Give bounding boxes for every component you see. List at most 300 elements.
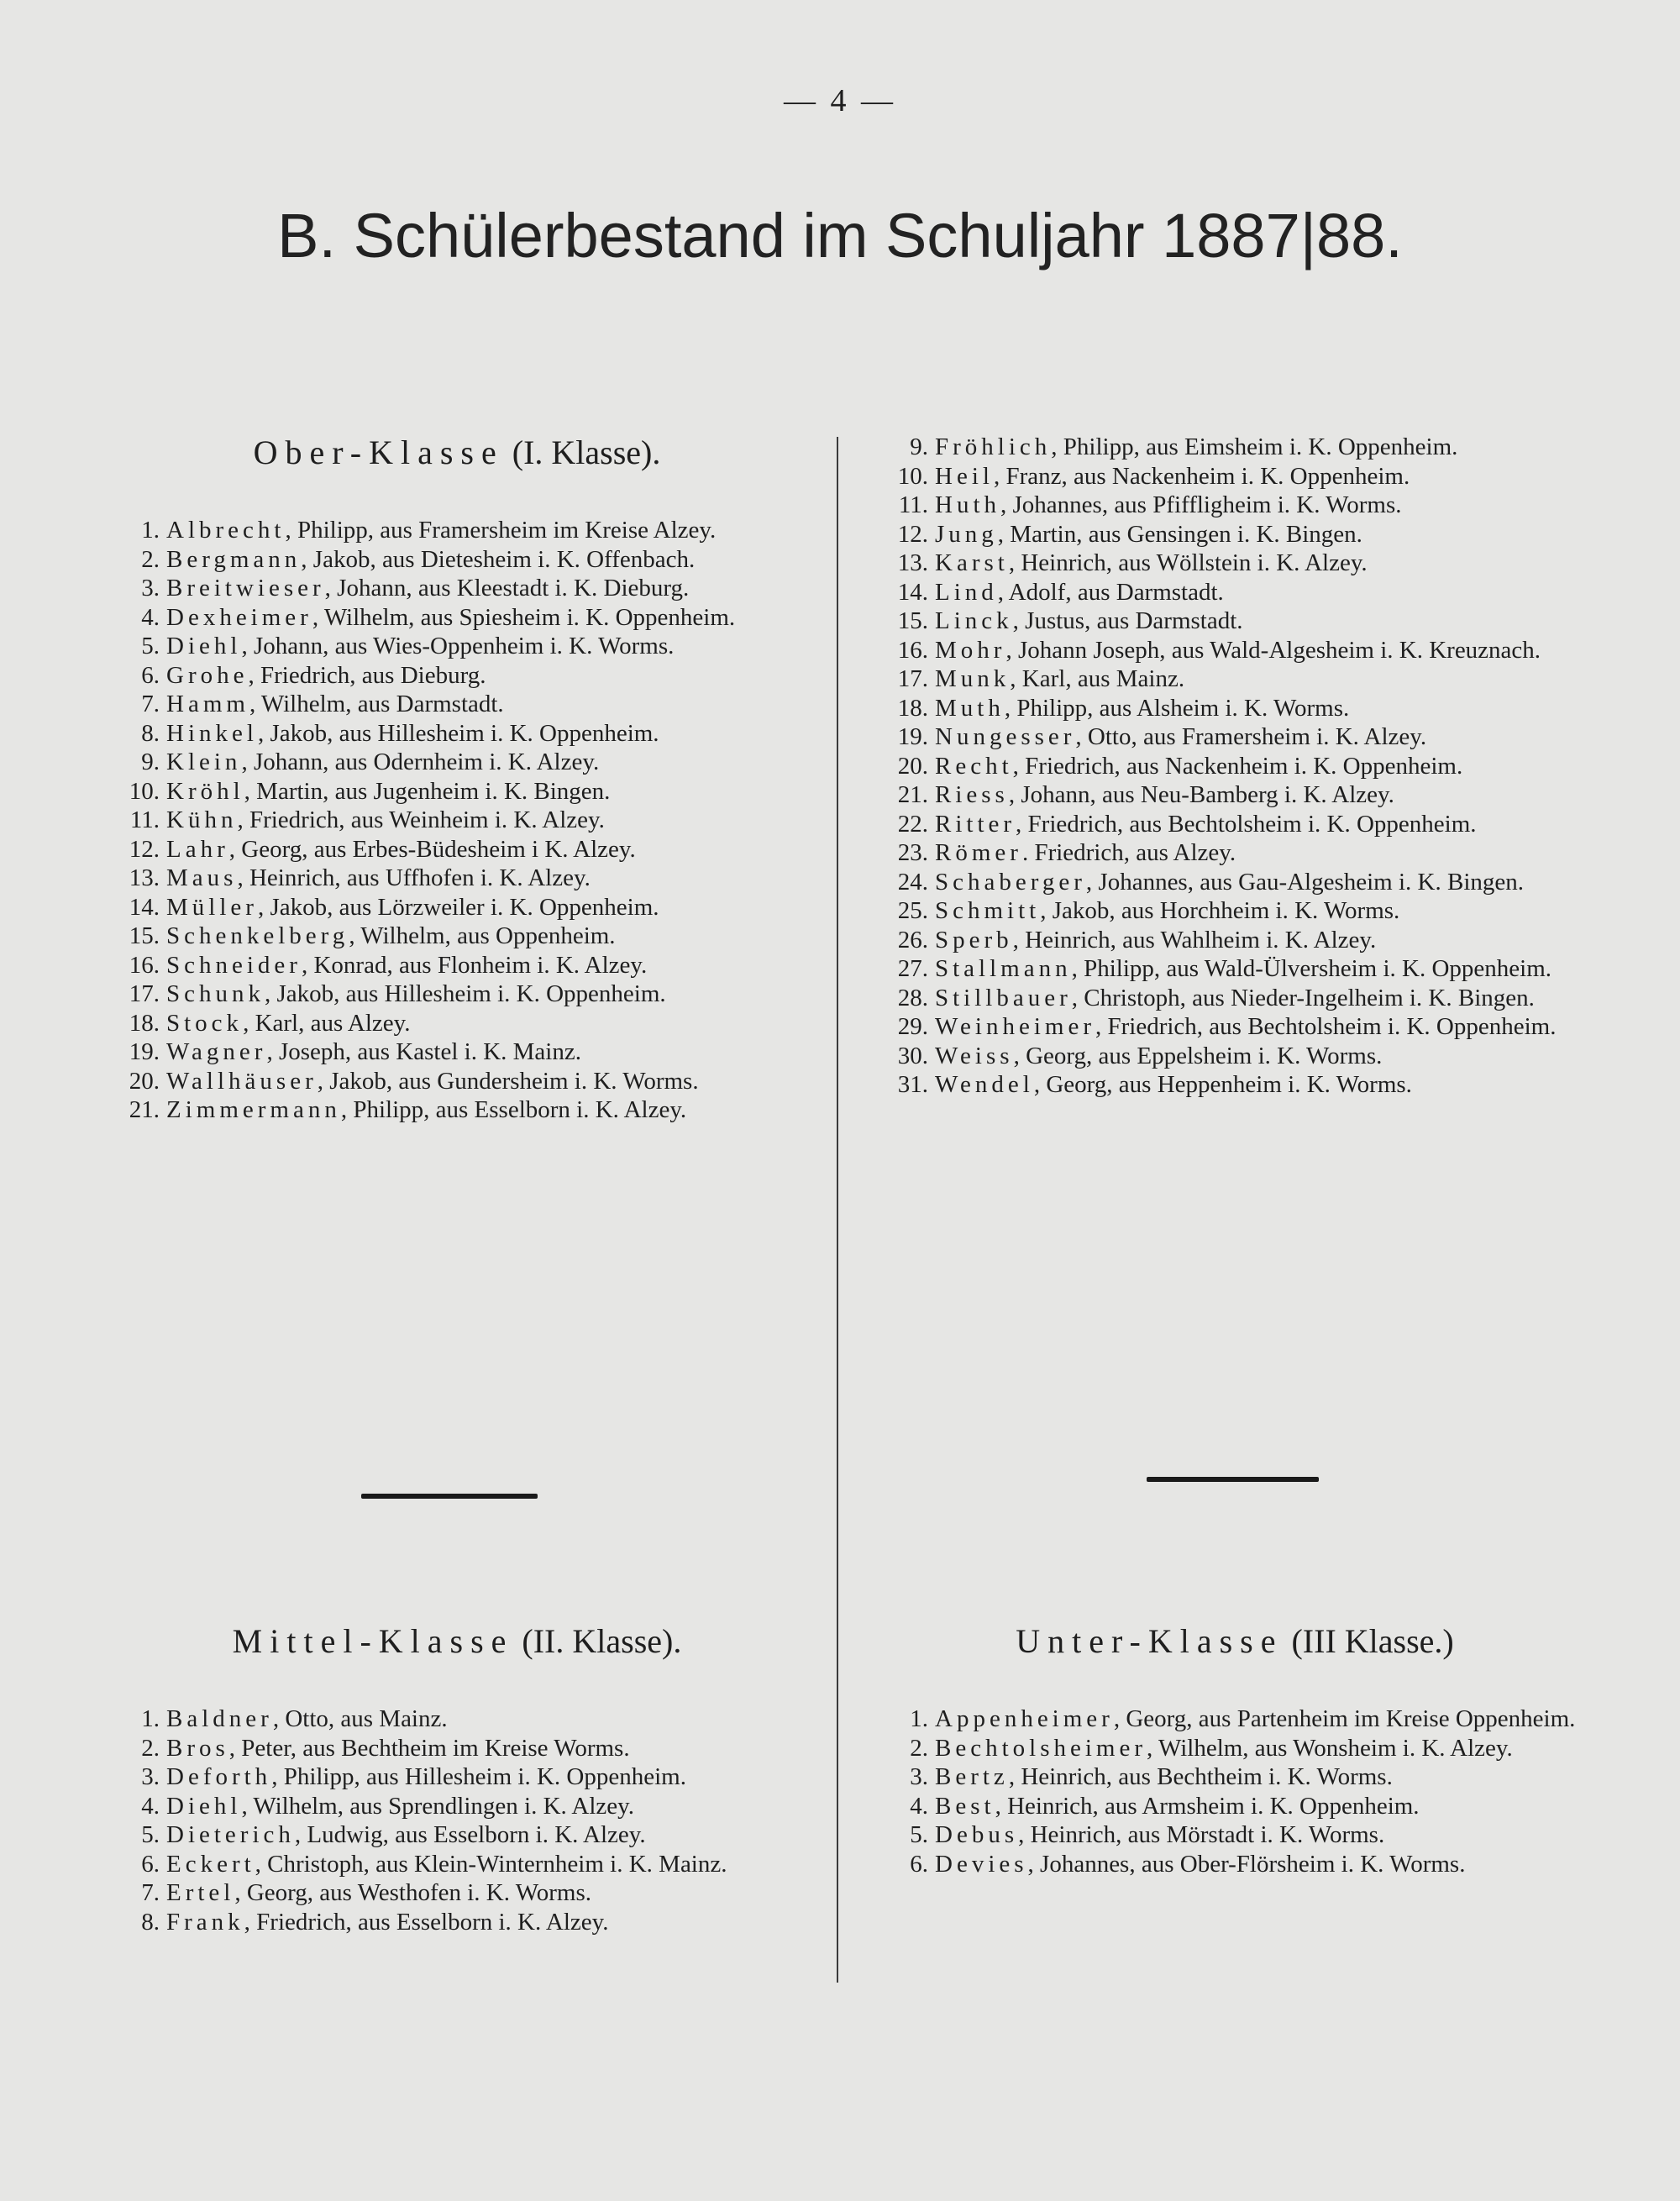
entry-number: 29.	[897, 1013, 928, 1040]
student-entry	[886, 433, 1583, 462]
student-entry	[886, 954, 1583, 984]
entry-number: 12.	[129, 835, 160, 863]
student-surname: Hinkel	[166, 719, 258, 747]
entry-text	[166, 777, 796, 806]
entry-text	[166, 1792, 796, 1821]
student-surname: Hamm	[166, 691, 249, 717]
entry-text	[935, 1705, 1583, 1734]
entry-number: 26.	[897, 926, 928, 953]
entry-number: 3.	[141, 1763, 160, 1790]
entry-text	[166, 1037, 796, 1067]
student-surname: Riess	[935, 781, 1009, 808]
student-details: , Justus, aus Darmstadt.	[1012, 607, 1243, 634]
student-entry	[118, 1095, 796, 1125]
mittel-klasse-section	[118, 1621, 796, 1936]
student-entry	[886, 926, 1583, 955]
entry-text	[935, 1762, 1583, 1792]
student-entry	[118, 777, 796, 806]
student-surname: Recht	[935, 752, 1013, 780]
student-details: , Karl, aus Alzey.	[243, 1009, 411, 1037]
entry-number: 10.	[897, 462, 928, 490]
entry-number: 4.	[910, 1792, 928, 1820]
student-details: , Jakob, aus Dietesheim i. K. Offenbach.	[301, 545, 696, 573]
student-surname: Weiss	[935, 1042, 1014, 1069]
entry-text	[166, 719, 796, 749]
student-entry	[118, 1878, 796, 1908]
student-entry	[118, 1705, 796, 1734]
student-details: , Georg, aus Heppenheim i. K. Worms.	[1033, 1071, 1412, 1098]
entry-text	[166, 1850, 796, 1879]
section-end-rule	[1147, 1477, 1319, 1482]
entry-text	[935, 1070, 1583, 1100]
student-surname: Wallhäuser	[166, 1067, 318, 1095]
student-surname: Stallmann	[935, 955, 1072, 982]
student-surname: Schenkelberg	[166, 922, 349, 949]
entry-text	[935, 868, 1583, 897]
entry-number: 6.	[141, 661, 160, 689]
student-entry	[118, 951, 796, 980]
entry-number: 11.	[129, 806, 160, 833]
student-surname: Wendel	[935, 1071, 1034, 1098]
entry-number: 2.	[141, 1734, 160, 1762]
student-surname: Devies	[935, 1850, 1028, 1878]
student-details: . Friedrich, aus Alzey.	[1021, 839, 1236, 866]
student-entry	[886, 1070, 1583, 1100]
student-details: , Christoph, aus Nieder-Ingelheim i. K. Bingen.	[1071, 984, 1535, 1011]
student-details: , Wilhelm, aus Spiesheim i. K. Oppenheim.	[312, 603, 736, 631]
student-entry	[118, 1037, 796, 1067]
entry-text	[935, 665, 1583, 694]
entry-text	[166, 632, 796, 661]
entry-text	[935, 520, 1583, 549]
student-entry	[886, 1042, 1583, 1071]
student-details: , Friedrich, aus Weinheim i. K. Alzey.	[237, 806, 605, 833]
student-surname: Fröhlich	[935, 433, 1052, 460]
entry-number: 23.	[897, 839, 928, 866]
entry-number: 9.	[910, 433, 928, 460]
entry-text	[166, 1908, 796, 1937]
entry-text	[935, 722, 1583, 752]
student-details: , Heinrich, aus Bechtheim i. K. Worms.	[1008, 1763, 1393, 1790]
entry-text	[935, 1850, 1583, 1879]
student-details: , Heinrich, aus Armsheim i. K. Oppenheim.	[995, 1792, 1420, 1820]
student-surname: Diehl	[166, 1792, 242, 1820]
student-details: , Christoph, aus Klein-Winternheim i. K. Mainz.	[255, 1850, 727, 1878]
entry-number: 19.	[897, 723, 928, 750]
student-surname: Weinheimer	[935, 1013, 1095, 1040]
entry-number: 24.	[897, 868, 928, 896]
entry-text	[166, 893, 796, 922]
student-details: , Martin, aus Jugenheim i. K. Bingen.	[244, 777, 611, 805]
student-surname: Maus	[166, 864, 238, 891]
entry-text	[935, 1012, 1583, 1042]
entry-number: 19.	[129, 1038, 160, 1065]
student-details: , Friedrich, aus Bechtolsheim i. K. Oppenheim.	[1095, 1013, 1557, 1040]
entry-text	[166, 864, 796, 893]
student-entry	[118, 1734, 796, 1763]
student-entry	[886, 578, 1583, 607]
student-entry	[886, 1734, 1583, 1763]
student-details: , Jakob, aus Lörzweiler i. K. Oppenheim.	[257, 893, 659, 921]
student-surname: Nungesser	[935, 723, 1076, 750]
entry-number: 16.	[897, 636, 928, 664]
student-details: , Martin, aus Gensingen i. K. Bingen.	[997, 520, 1362, 548]
student-details: , Philipp, aus Eimsheim i. K. Oppenheim.	[1051, 433, 1458, 460]
entry-number: 10.	[129, 777, 160, 805]
entry-text	[935, 926, 1583, 955]
student-details: , Johannes, aus Pfiffligheim i. K. Worms.	[1000, 491, 1402, 518]
page-title: B. Schülerbestand im Schuljahr 1887|88.	[277, 200, 1403, 271]
entry-text	[166, 545, 796, 575]
student-surname: Wagner	[166, 1038, 267, 1065]
entry-number: 15.	[897, 607, 928, 634]
student-surname: Lind	[935, 578, 998, 606]
student-details: , Jakob, aus Hillesheim i. K. Oppenheim.	[265, 980, 666, 1007]
entry-text	[166, 690, 796, 719]
entry-number: 30.	[897, 1042, 928, 1069]
student-surname: Dieterich	[166, 1821, 295, 1848]
entry-text	[166, 951, 796, 980]
student-details: , Otto, aus Framersheim i. K. Alzey.	[1075, 723, 1427, 750]
entry-number: 2.	[141, 545, 160, 573]
student-surname: Huth	[935, 491, 1000, 518]
entry-number: 5.	[141, 1821, 160, 1848]
entry-number: 2.	[910, 1734, 928, 1762]
student-entry	[118, 1067, 796, 1096]
student-surname: Frank	[166, 1908, 244, 1936]
student-details: , Wilhelm, aus Oppenheim.	[349, 922, 616, 949]
student-details: , Friedrich, aus Esselborn i. K. Alzey.	[244, 1908, 609, 1936]
student-details: , Philipp, aus Esselborn i. K. Alzey.	[340, 1096, 687, 1123]
entry-text	[935, 1820, 1583, 1850]
student-entry	[118, 922, 796, 951]
student-details: , Otto, aus Mainz.	[272, 1705, 448, 1732]
student-entry	[886, 984, 1583, 1013]
column-divider	[837, 437, 838, 1983]
student-entry	[886, 636, 1583, 665]
student-surname: Linck	[935, 607, 1013, 634]
entry-number: 31.	[897, 1071, 928, 1098]
student-details: , Johann, aus Kleestadt i. K. Dieburg.	[324, 575, 690, 601]
entry-text	[166, 1820, 796, 1850]
entry-text	[166, 1734, 796, 1763]
entry-number: 18.	[897, 694, 928, 722]
student-details: , Joseph, aus Kastel i. K. Mainz.	[266, 1038, 581, 1065]
student-surname: Schunk	[166, 980, 265, 1007]
entry-number: 3.	[141, 575, 160, 601]
entry-text	[935, 491, 1583, 520]
entry-number: 12.	[897, 520, 928, 548]
student-entry	[118, 1908, 796, 1937]
student-entry	[118, 516, 796, 545]
entry-text	[166, 1878, 796, 1908]
student-entry	[886, 722, 1583, 752]
student-details: , Adolf, aus Darmstadt.	[997, 578, 1224, 606]
entry-number: 1.	[141, 1705, 160, 1732]
entry-number: 13.	[897, 549, 928, 576]
student-details: , Philipp, aus Wald-Ülversheim i. K. Oppenheim.	[1071, 955, 1552, 982]
student-surname: Best	[935, 1792, 995, 1820]
student-surname: Schneider	[166, 951, 302, 979]
student-entry	[886, 896, 1583, 926]
entry-number: 14.	[129, 893, 160, 921]
student-details: , Georg, aus Partenheim im Kreise Oppenheim.	[1113, 1705, 1576, 1732]
student-surname: Kröhl	[166, 777, 244, 805]
student-entry	[118, 1792, 796, 1821]
section-heading: Ober-Klasse (I. Klasse).	[253, 433, 661, 471]
student-entry	[118, 864, 796, 893]
student-details: , Philipp, aus Alsheim i. K. Worms.	[1004, 694, 1350, 722]
student-entry	[886, 1850, 1583, 1879]
student-details: , Wilhelm, aus Darmstadt.	[249, 691, 504, 717]
entry-number: 14.	[897, 578, 928, 606]
student-details: , Johann, aus Wies-Oppenheim i. K. Worms.	[241, 633, 675, 659]
student-details: , Heinrich, aus Mörstadt i. K. Worms.	[1018, 1821, 1385, 1848]
student-surname: Breitwieser	[166, 575, 325, 601]
student-list	[118, 1705, 796, 1936]
student-details: , Johann, aus Odernheim i. K. Alzey.	[241, 749, 600, 775]
student-details: , Wilhelm, aus Wonsheim i. K. Alzey.	[1147, 1734, 1513, 1762]
entry-number: 11.	[898, 491, 928, 518]
student-details: , Wilhelm, aus Sprendlingen i. K. Alzey.	[241, 1792, 635, 1820]
student-entry	[886, 665, 1583, 694]
entry-text	[166, 1067, 796, 1096]
student-entry	[886, 780, 1583, 810]
student-details: , Georg, aus Westhofen i. K. Worms.	[234, 1879, 592, 1906]
section-heading: Unter-Klasse (III Klasse.)	[1016, 1622, 1454, 1660]
student-entry	[886, 1820, 1583, 1850]
entry-text	[166, 835, 796, 864]
student-entry	[118, 1820, 796, 1850]
student-details: , Karl, aus Mainz.	[1010, 665, 1185, 692]
student-surname: Mohr	[935, 636, 1006, 664]
student-entry	[118, 690, 796, 719]
student-details: , Friedrich, aus Bechtolsheim i. K. Oppenheim.	[1016, 810, 1477, 838]
student-details: , Heinrich, aus Wahlheim i. K. Alzey.	[1012, 926, 1377, 953]
student-surname: Muth	[935, 694, 1005, 722]
student-details: , Franz, aus Nackenheim i. K. Oppenheim.	[993, 462, 1410, 490]
student-entry	[886, 810, 1583, 839]
entry-number: 8.	[141, 1908, 160, 1936]
student-details: , Konrad, aus Flonheim i. K. Alzey.	[301, 951, 648, 979]
student-surname: Bergmann	[166, 545, 302, 573]
entry-text	[935, 1792, 1583, 1821]
student-surname: Sperb	[935, 926, 1013, 953]
student-entry	[886, 752, 1583, 781]
student-details: , Jakob, aus Hillesheim i. K. Oppenheim.	[257, 719, 659, 747]
student-entry	[886, 549, 1583, 578]
student-entry	[886, 838, 1583, 868]
unter-klasse-section	[886, 1621, 1583, 1878]
student-surname: Ritter	[935, 810, 1016, 838]
entry-number: 4.	[141, 1792, 160, 1820]
student-surname: Lahr	[166, 835, 229, 863]
student-surname: Deforth	[166, 1763, 272, 1790]
student-surname: Römer	[935, 839, 1022, 866]
student-details: , Jakob, aus Horchheim i. K. Worms.	[1040, 897, 1400, 924]
entry-number: 5.	[141, 633, 160, 659]
student-details: , Peter, aus Bechtheim im Kreise Worms.	[228, 1734, 630, 1762]
student-details: , Georg, aus Erbes-Büdesheim i K. Alzey.	[228, 835, 636, 863]
section-heading: Mittel-Klasse (II. Klasse).	[232, 1622, 682, 1660]
entry-text	[935, 810, 1583, 839]
student-surname: Dexheimer	[166, 603, 312, 631]
entry-number: 13.	[129, 864, 160, 891]
entry-text	[166, 922, 796, 951]
student-surname: Debus	[935, 1821, 1019, 1848]
student-details: , Friedrich, aus Dieburg.	[248, 661, 486, 689]
entry-text	[935, 578, 1583, 607]
entry-number: 16.	[129, 951, 160, 979]
entry-text	[935, 954, 1583, 984]
entry-text	[935, 1734, 1583, 1763]
ober-klasse-section	[118, 433, 796, 1125]
entry-number: 3.	[910, 1763, 928, 1790]
entry-number: 17.	[129, 980, 160, 1007]
student-entry	[118, 603, 796, 633]
student-details: , Georg, aus Eppelsheim i. K. Worms.	[1013, 1042, 1383, 1069]
student-details: , Heinrich, aus Uffhofen i. K. Alzey.	[237, 864, 591, 891]
student-entry	[118, 1762, 796, 1792]
student-surname: Stillbauer	[935, 984, 1072, 1011]
student-entry	[118, 980, 796, 1009]
student-entry	[118, 806, 796, 835]
entry-text	[166, 661, 796, 691]
entry-number: 21.	[897, 781, 928, 808]
entry-text	[935, 433, 1583, 462]
entry-number: 20.	[129, 1067, 160, 1095]
entry-text	[935, 1042, 1583, 1071]
entry-number: 28.	[897, 984, 928, 1011]
student-surname: Klein	[166, 749, 242, 775]
student-surname: Diehl	[166, 633, 242, 659]
entry-number: 7.	[141, 691, 160, 717]
entry-text	[166, 574, 796, 603]
entry-number: 1.	[910, 1705, 928, 1732]
student-details: , Johann Joseph, aus Wald-Algesheim i. K. Kreuznach.	[1005, 636, 1541, 664]
entry-number: 20.	[897, 752, 928, 780]
student-entry	[886, 607, 1583, 636]
entry-text	[166, 1095, 796, 1125]
entry-number: 27.	[897, 955, 928, 982]
student-surname: Karst	[935, 549, 1009, 576]
entry-text	[935, 780, 1583, 810]
student-entry	[886, 1705, 1583, 1734]
student-details: , Jakob, aus Gundersheim i. K. Worms.	[317, 1067, 699, 1095]
student-surname: Zimmermann	[166, 1096, 341, 1123]
entry-text	[166, 1009, 796, 1038]
entry-number: 5.	[910, 1821, 928, 1848]
student-entry	[118, 661, 796, 691]
student-entry	[118, 1009, 796, 1038]
student-entry	[118, 1850, 796, 1879]
entry-number: 15.	[129, 922, 160, 949]
student-entry	[118, 545, 796, 575]
student-surname: Munk	[935, 665, 1011, 692]
page-number: — 4 —	[784, 83, 896, 118]
entry-text	[935, 549, 1583, 578]
student-surname: Appenheimer	[935, 1705, 1114, 1732]
student-surname: Grohe	[166, 661, 249, 689]
student-entry	[886, 868, 1583, 897]
entry-number: 25.	[897, 897, 928, 924]
student-surname: Schmitt	[935, 897, 1041, 924]
ober-klasse-continuation	[886, 433, 1583, 1100]
entry-number: 21.	[129, 1096, 160, 1123]
entry-text	[935, 838, 1583, 868]
student-details: , Johannes, aus Ober-Flörsheim i. K. Worms.	[1027, 1850, 1466, 1878]
entry-text	[166, 516, 796, 545]
student-surname: Heil	[935, 462, 994, 490]
student-details: , Philipp, aus Framersheim im Kreise Alzey.	[285, 517, 717, 544]
student-entry	[118, 893, 796, 922]
student-entry	[886, 520, 1583, 549]
entry-number: 6.	[141, 1850, 160, 1878]
student-details: , Johannes, aus Gau-Algesheim i. K. Bingen.	[1085, 868, 1525, 896]
entry-number: 17.	[897, 665, 928, 692]
entry-number: 1.	[141, 517, 160, 544]
entry-number: 7.	[141, 1879, 160, 1906]
entry-text	[166, 748, 796, 777]
student-details: , Philipp, aus Hillesheim i. K. Oppenheim.	[271, 1763, 686, 1790]
student-entry	[886, 1762, 1583, 1792]
entry-text	[935, 636, 1583, 665]
student-surname: Stock	[166, 1009, 244, 1037]
student-surname: Kühn	[166, 806, 238, 833]
student-surname: Bertz	[935, 1763, 1009, 1790]
student-list	[118, 516, 796, 1125]
entry-text	[166, 806, 796, 835]
student-details: , Heinrich, aus Wöllstein i. K. Alzey.	[1008, 549, 1368, 576]
entry-text	[935, 896, 1583, 926]
entry-text	[935, 694, 1583, 723]
entry-text	[935, 984, 1583, 1013]
entry-number: 4.	[141, 603, 160, 631]
entry-text	[935, 462, 1583, 491]
student-entry	[886, 1792, 1583, 1821]
student-list	[886, 433, 1583, 1100]
entry-text	[935, 752, 1583, 781]
entry-text	[935, 607, 1583, 636]
entry-text	[166, 980, 796, 1009]
student-details: , Ludwig, aus Esselborn i. K. Alzey.	[294, 1821, 646, 1848]
student-list	[886, 1705, 1583, 1878]
student-entry	[118, 748, 796, 777]
student-entry	[118, 632, 796, 661]
entry-number: 9.	[141, 749, 160, 775]
student-entry	[886, 1012, 1583, 1042]
student-entry	[886, 694, 1583, 723]
entry-number: 22.	[897, 810, 928, 838]
student-surname: Bros	[166, 1734, 229, 1762]
student-surname: Eckert	[166, 1850, 255, 1878]
student-surname: Bechtolsheimer	[935, 1734, 1147, 1762]
student-surname: Ertel	[166, 1879, 235, 1906]
entry-number: 18.	[129, 1009, 160, 1037]
student-entry	[118, 574, 796, 603]
student-entry	[118, 719, 796, 749]
student-entry	[886, 462, 1583, 491]
student-surname: Jung	[935, 520, 998, 548]
student-details: , Johann, aus Neu-Bamberg i. K. Alzey.	[1008, 781, 1394, 808]
student-surname: Müller	[166, 893, 258, 921]
section-end-rule	[361, 1494, 538, 1499]
entry-text	[166, 603, 796, 633]
student-surname: Albrecht	[166, 517, 286, 544]
entry-number: 8.	[141, 719, 160, 747]
student-details: , Friedrich, aus Nackenheim i. K. Oppenheim.	[1012, 752, 1463, 780]
student-surname: Schaberger	[935, 868, 1086, 896]
